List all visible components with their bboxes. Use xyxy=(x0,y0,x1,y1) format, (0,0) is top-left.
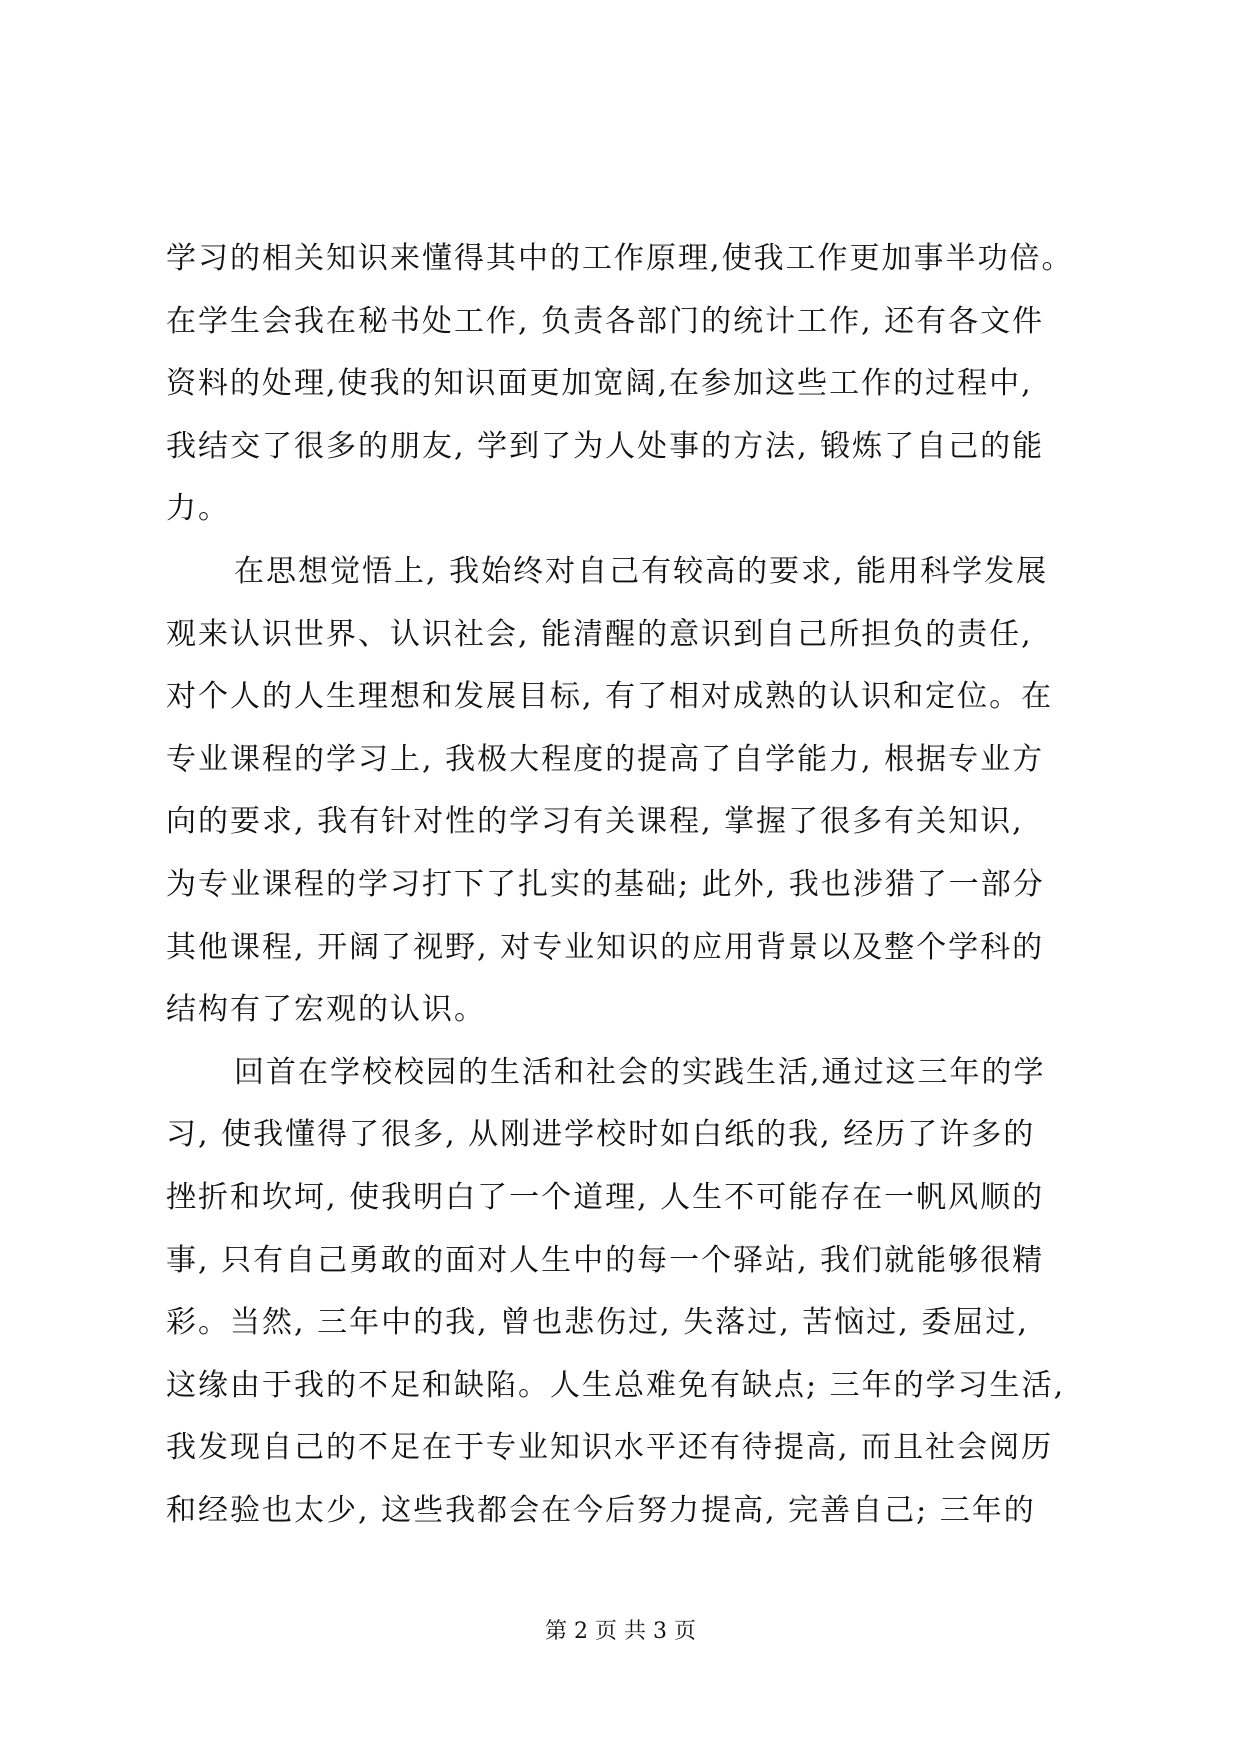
text-line: 结构有了宏观的认识。 xyxy=(166,992,486,1028)
text-line: 挫折和坎坷, 使我明白了一个道理, 人生不可能存在一帆风顺的 xyxy=(166,1179,1045,1215)
text-line: 为专业课程的学习打下了扎实的基础; 此外, 我也涉猎了一部分 xyxy=(166,866,1045,902)
text-line: 在学生会我在秘书处工作, 负责各部门的统计工作, 还有各文件 xyxy=(166,303,1045,339)
text-line: 习, 使我懂得了很多, 从刚进学校时如白纸的我, 经历了许多的 xyxy=(166,1117,1036,1153)
text-line: 资料的处理,使我的知识面更加宽阔,在参加这些工作的过程中, xyxy=(166,366,1033,402)
text-line: 事, 只有自己勇敢的面对人生中的每一个驿站, 我们就能够很精 xyxy=(166,1242,1045,1278)
text-line: 对个人的人生理想和发展目标, 有了相对成熟的认识和定位。在 xyxy=(166,679,1054,715)
page-footer: 第 2 页 共 3 页 xyxy=(545,1619,696,1644)
body-text xyxy=(166,228,1106,1542)
text-line: 我结交了很多的朋友, 学到了为人处事的方法, 锻炼了自己的能 xyxy=(166,428,1045,464)
text-line: 向的要求, 我有针对性的学习有关课程, 掌握了很多有关知识, xyxy=(166,804,1024,840)
paragraph-start-line: 回首在学校校园的生活和社会的实践生活,通过这三年的学 xyxy=(234,1054,1046,1090)
text-line: 专业课程的学习上, 我极大程度的提高了自学能力, 根据专业方 xyxy=(166,741,1045,777)
text-line: 和经验也太少, 这些我都会在今后努力提高, 完善自己; 三年的 xyxy=(166,1492,1036,1528)
text-line: 其他课程, 开阔了视野, 对专业知识的应用背景以及整个学科的 xyxy=(166,929,1045,965)
text-line: 力。 xyxy=(166,491,230,527)
text-line: 学习的相关知识来懂得其中的工作原理,使我工作更加事半功倍。 xyxy=(166,241,1074,276)
text-line: 我发现自己的不足在于专业知识水平还有待提高, 而且社会阅历 xyxy=(166,1430,1054,1466)
text-line: 观来认识世界、认识社会, 能清醒的意识到自己所担负的责任, xyxy=(166,616,1033,652)
text-line: 彩。当然, 三年中的我, 曾也悲伤过, 失落过, 苦恼过, 委屈过, xyxy=(166,1305,1029,1341)
text-line: 这缘由于我的不足和缺陷。人生总难免有缺点; 三年的学习生活, xyxy=(166,1367,1066,1403)
paragraph-start-line: 在思想觉悟上, 我始终对自己有较高的要求, 能用科学发展 xyxy=(234,553,1049,589)
